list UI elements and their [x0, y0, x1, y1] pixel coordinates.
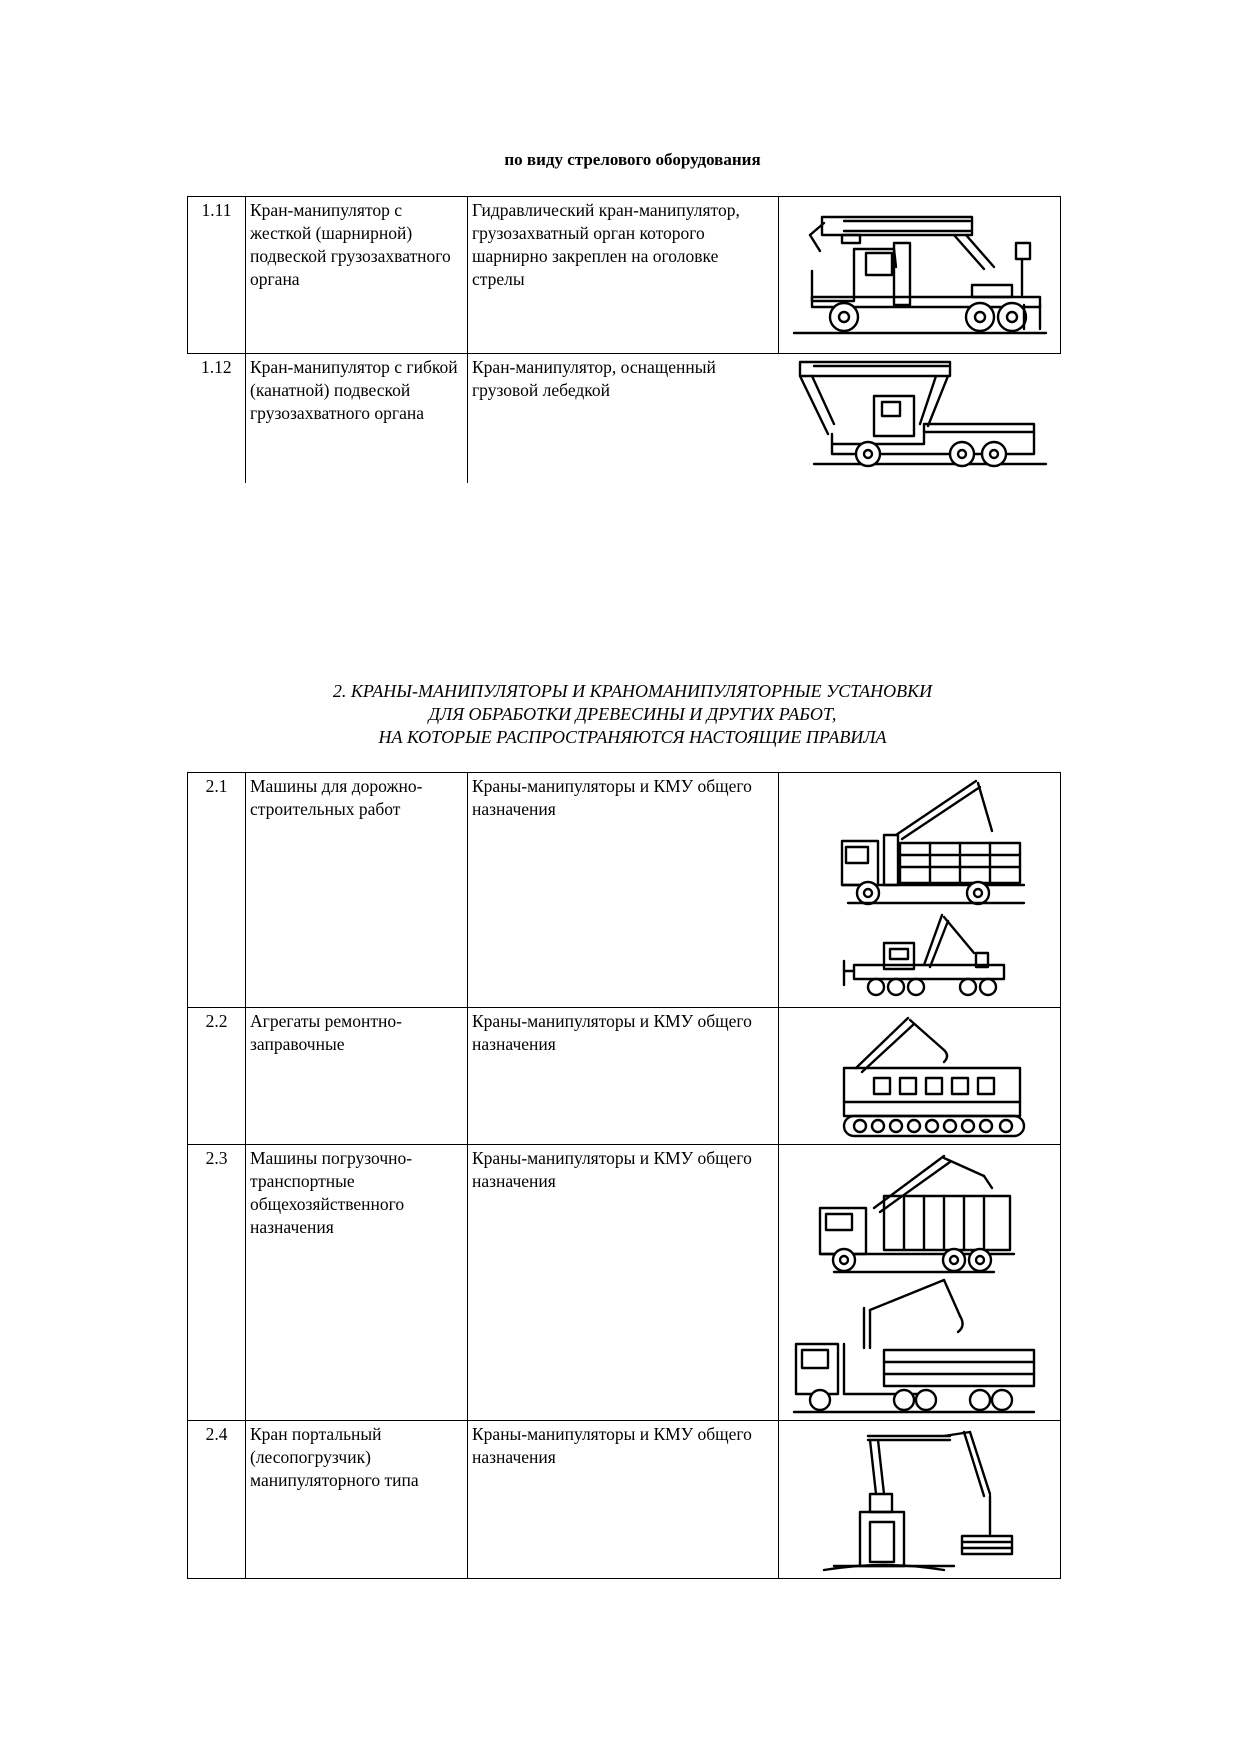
row-number: 1.12 [188, 354, 246, 484]
row-description: Краны-манипуляторы и КМУ общего назначения [468, 1008, 779, 1145]
row-description: Краны-манипуляторы и КМУ общего назначения [468, 1145, 779, 1421]
row-number: 2.2 [188, 1008, 246, 1145]
table-row [188, 1145, 1061, 1421]
row-name: Кран-манипулятор с жесткой (шарнирной) подвеской грузозахватного органа [246, 197, 468, 354]
repair-refuel-crane-illustration [779, 1008, 1061, 1145]
row-name: Агрегаты ремонтно-заправочные [246, 1008, 468, 1145]
section-heading [0, 680, 1240, 749]
table-row [188, 1008, 1061, 1145]
row-description: Гидравлический кран-манипулятор, грузозахватный орган которого шарнирно закреплен на оголовке стрелы [468, 197, 779, 354]
table-row [188, 354, 1061, 484]
row-name: Кран портальный (лесопогрузчик) манипуляторного типа [246, 1421, 468, 1579]
row-number: 2.4 [188, 1421, 246, 1579]
crane-truck-rigid-illustration [779, 197, 1061, 354]
row-description: Кран-манипулятор, оснащенный грузовой лебедкой [472, 357, 716, 400]
row-description: Краны-манипуляторы и КМУ общего назначения [468, 1421, 779, 1579]
section-heading-line: ДЛЯ ОБРАБОТКИ ДРЕВЕСИНЫ И ДРУГИХ РАБОТ, [428, 704, 837, 724]
table-row [188, 197, 1061, 354]
row-name: Кран-манипулятор с гибкой (канатной) подвеской грузозахватного органа [246, 354, 468, 484]
row-number: 2.1 [188, 773, 246, 1008]
page-subtitle: по виду стрелового оборудования [504, 150, 761, 169]
table-row [188, 1421, 1061, 1579]
equipment-table-1 [187, 196, 1061, 483]
row-description: Краны-манипуляторы и КМУ общего назначения [468, 773, 779, 1008]
loading-transport-crane-illustration [779, 1145, 1061, 1421]
table-row [188, 773, 1061, 1008]
crane-truck-winch-illustration [779, 354, 1061, 484]
portal-crane-illustration [779, 1421, 1061, 1579]
row-name: Машины погрузочно-транспортные общехозяйственного назначения [246, 1145, 468, 1421]
section-heading-line: 2. КРАНЫ-МАНИПУЛЯТОРЫ И КРАНОМАНИПУЛЯТОРНЫЕ УСТАНОВКИ [332, 681, 933, 701]
row-name: Машины для дорожно-строительных работ [246, 773, 468, 1008]
road-construction-crane-illustration [779, 773, 1061, 1008]
row-number: 1.11 [188, 197, 246, 354]
row-number: 2.3 [188, 1145, 246, 1421]
section-heading-line: НА КОТОРЫЕ РАСПРОСТРАНЯЮТСЯ НАСТОЯЩИЕ ПРАВИЛА [378, 727, 887, 747]
equipment-table-2 [187, 772, 1061, 1579]
